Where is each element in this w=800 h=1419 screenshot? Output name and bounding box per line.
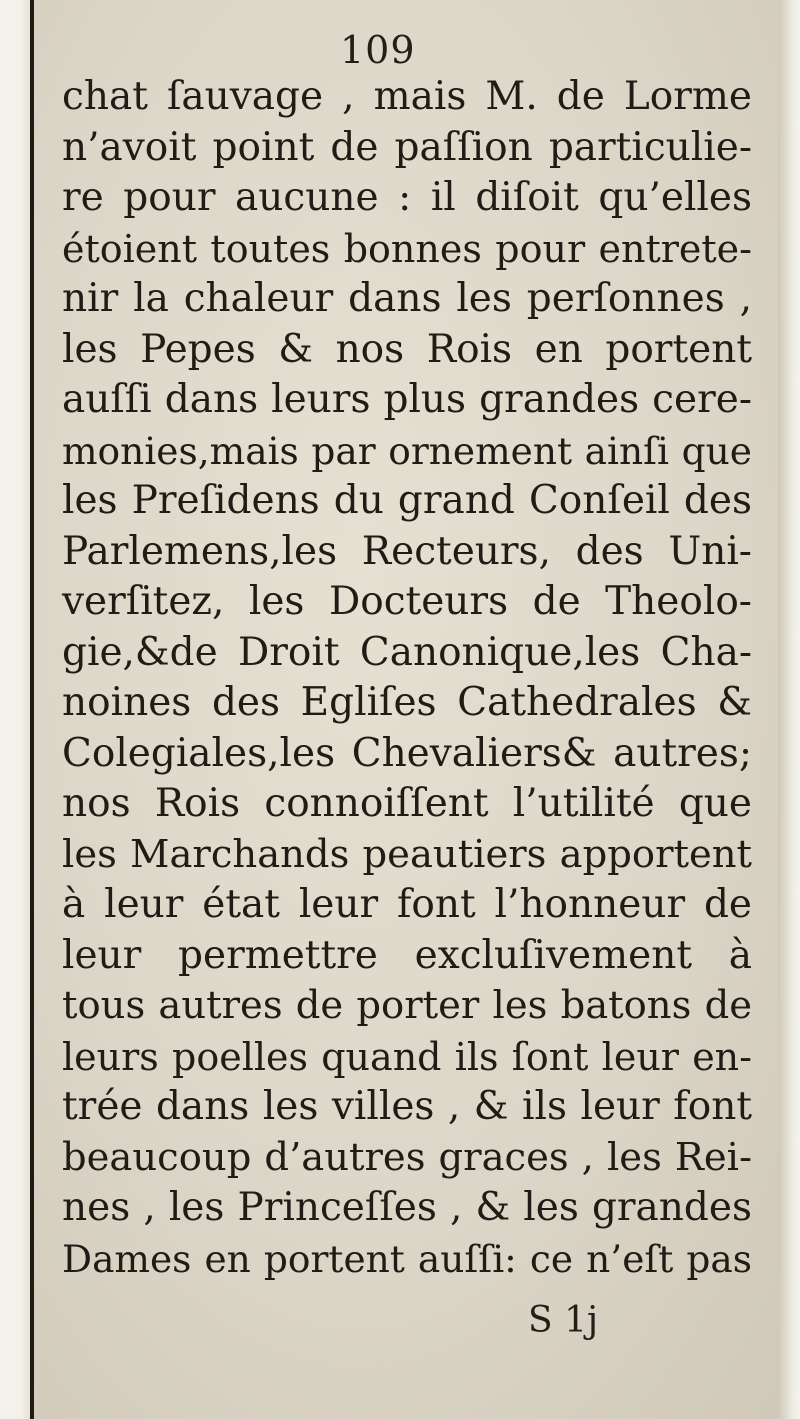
text-line: nos Rois connoiſſent l’utilité que <box>62 781 752 826</box>
text-line: nes , les Princeſſes , & les grandes <box>62 1185 752 1230</box>
binding-edge <box>0 0 34 1419</box>
text-line: Colegiales,les Chevaliers& autres; <box>62 730 752 776</box>
text-line: re pour aucune : il diſoit qu’elles <box>62 175 752 220</box>
text-line: les Preſidens du grand Conſeil des <box>62 478 752 523</box>
text-line: beaucoup d’autres graces , les Rei- <box>62 1134 752 1180</box>
text-line: leurs poelles quand ils ſont leur en- <box>62 1034 752 1079</box>
text-line: Parlemens,les Recteurs, des Uni- <box>62 528 752 574</box>
text-line: trée dans les villes , & ils leur font <box>62 1084 752 1129</box>
text-line: Dames en portent auſſi: ce n’eſt pas <box>62 1236 752 1281</box>
text-line: à leur état leur font l’honneur de <box>62 882 752 927</box>
text-line: verſitez, les Docteurs de Theolo- <box>62 579 752 624</box>
gutter-shadow <box>30 0 34 1419</box>
text-line: les Marchands peautiers apportent <box>62 831 752 877</box>
body-text <box>62 72 752 1284</box>
text-line: les Pepes & nos Rois en portent <box>62 326 752 372</box>
page-edge <box>778 0 800 1419</box>
text-line: nir la chaleur dans les perſonnes , <box>62 276 752 321</box>
text-line: chat ſauvage , mais M. de Lorme <box>62 74 752 119</box>
text-line: auſſi dans leurs plus grandes cere- <box>62 377 752 422</box>
text-line: tous autres de porter les batons de <box>62 983 752 1028</box>
signature-mark: S 1j <box>528 1300 599 1341</box>
page-number: 109 <box>340 28 416 72</box>
text-line: monies,mais par ornement ainſi que <box>62 428 752 473</box>
text-line: leur permettre excluſivement à <box>62 932 752 978</box>
text-line: étoient toutes bonnes pour entrete- <box>62 226 752 271</box>
text-line: n’avoit point de paſſion particulie- <box>62 124 752 170</box>
text-line: gie,&de Droit Canonique,les Cha- <box>62 629 752 675</box>
text-line: noines des Egliſes Cathedrales & <box>62 680 752 725</box>
